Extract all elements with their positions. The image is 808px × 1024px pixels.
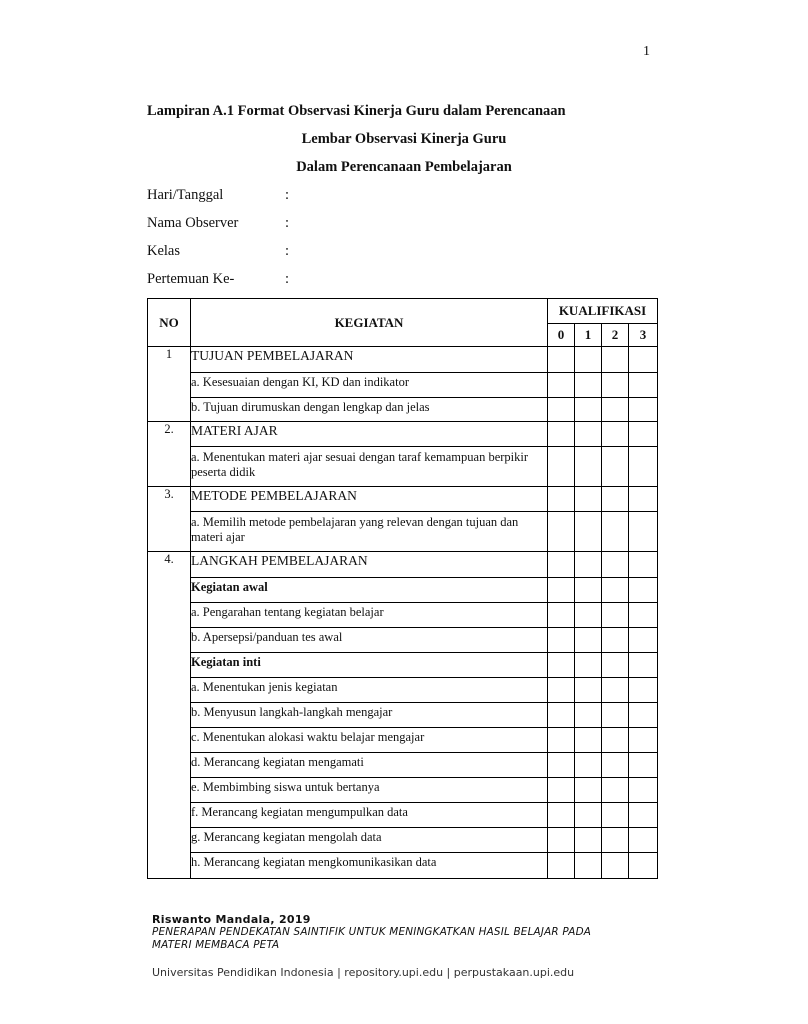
table-row [148,703,658,728]
score-cell[interactable] [575,603,602,628]
score-cell[interactable] [575,578,602,603]
activity-item: e. Membimbing siswa untuk bertanya [191,778,548,803]
score-cell[interactable] [629,398,658,422]
score-cell[interactable] [602,728,629,753]
score-cell[interactable] [629,853,658,879]
field-label: Kelas [147,243,181,259]
table-row [148,487,658,512]
score-cell[interactable] [629,447,658,487]
score-cell[interactable] [629,728,658,753]
score-cell[interactable] [602,803,629,828]
score-cell[interactable] [575,853,602,879]
section-title: METODE PEMBELAJARAN [191,487,548,512]
activity-item: a. Menentukan materi ajar sesuai dengan taraf kemampuan berpikir peserta didik [191,447,548,487]
footer-thesis-title: PENERAPAN PENDEKATAN SAINTIFIK UNTUK MENINGKATKAN HASIL BELAJAR PADA MATERI MEMBACA PETA [152,926,592,951]
score-cell[interactable] [548,552,575,578]
score-cell[interactable] [548,803,575,828]
table-row [148,373,658,398]
score-header-2: 2 [602,324,629,347]
table-row [148,853,658,879]
footer-author: Riswanto Mandala, 2019 [152,913,311,926]
table-row [148,603,658,628]
activity-item: b. Apersepsi/panduan tes awal [191,628,548,653]
table-row [148,728,658,753]
section-number: 4. [148,552,191,879]
score-cell[interactable] [602,578,629,603]
score-cell[interactable] [629,422,658,447]
table-row [148,422,658,447]
appendix-caption: Lampiran A.1 Format Observasi Kinerja Guru dalam Perencanaan [147,103,566,119]
table-row [148,653,658,678]
score-cell[interactable] [629,347,658,373]
activity-item: a. Pengarahan tentang kegiatan belajar [191,603,548,628]
score-cell[interactable] [548,447,575,487]
section-number: 1 [148,347,191,422]
table-row [148,578,658,603]
score-cell[interactable] [548,828,575,853]
field-nama-observer [147,215,289,232]
activity-subheading: Kegiatan awal [191,578,548,603]
score-cell[interactable] [548,603,575,628]
score-cell[interactable] [602,603,629,628]
score-cell[interactable] [629,678,658,703]
score-cell[interactable] [602,347,629,373]
score-cell[interactable] [602,653,629,678]
footer-university-line [152,966,602,969]
score-cell[interactable] [548,628,575,653]
field-separator: : [285,187,290,203]
activity-item: f. Merancang kegiatan mengumpulkan data [191,803,548,828]
table-row [148,552,658,578]
score-cell[interactable] [575,398,602,422]
activity-item: b. Tujuan dirumuskan dengan lengkap dan jelas [191,398,548,422]
score-cell[interactable] [602,373,629,398]
activity-item: a. Memilih metode pembelajaran yang relevan dengan tujuan dan materi ajar [191,512,548,552]
score-cell[interactable] [602,753,629,778]
observation-table [147,298,658,879]
score-cell[interactable] [548,578,575,603]
score-cell[interactable] [575,778,602,803]
page-footer [152,913,612,952]
field-hari-tanggal [147,187,289,204]
activity-item: b. Menyusun langkah-langkah mengajar [191,703,548,728]
field-separator: : [285,215,290,231]
field-kelas [147,243,289,260]
score-cell[interactable] [629,753,658,778]
score-cell[interactable] [602,828,629,853]
score-header-1: 1 [575,324,602,347]
score-cell[interactable] [575,653,602,678]
score-cell[interactable] [629,778,658,803]
activity-item: h. Merancang kegiatan mengkomunikasikan data [191,853,548,879]
field-label: Pertemuan Ke- [147,271,235,287]
score-cell[interactable] [575,552,602,578]
score-cell[interactable] [629,653,658,678]
score-cell[interactable] [575,703,602,728]
score-cell[interactable] [575,487,602,512]
score-cell[interactable] [602,678,629,703]
table-row [148,803,658,828]
score-cell[interactable] [575,347,602,373]
score-cell[interactable] [548,347,575,373]
score-cell[interactable] [575,628,602,653]
score-cell[interactable] [629,552,658,578]
score-cell[interactable] [548,753,575,778]
score-header-0: 0 [548,324,575,347]
score-cell[interactable] [548,422,575,447]
section-title: MATERI AJAR [191,422,548,447]
score-cell[interactable] [602,487,629,512]
score-cell[interactable] [629,578,658,603]
score-cell[interactable] [575,803,602,828]
score-cell[interactable] [548,487,575,512]
score-cell[interactable] [629,828,658,853]
score-cell[interactable] [575,753,602,778]
table-row [148,398,658,422]
score-cell[interactable] [602,398,629,422]
field-separator: : [285,271,290,287]
score-cell[interactable] [602,778,629,803]
table-row [148,678,658,703]
sheet-title-line-2: Dalam Perencanaan Pembelajaran [296,159,512,175]
section-title: LANGKAH PEMBELAJARAN [191,552,548,578]
score-cell[interactable] [629,487,658,512]
header-kegiatan: KEGIATAN [191,299,548,347]
activity-item: a. Kesesuaian dengan KI, KD dan indikator [191,373,548,398]
score-cell[interactable] [629,512,658,552]
score-cell[interactable] [548,728,575,753]
table-row [148,512,658,552]
score-cell[interactable] [548,778,575,803]
score-cell[interactable] [548,653,575,678]
score-cell[interactable] [548,373,575,398]
score-cell[interactable] [602,512,629,552]
section-title: TUJUAN PEMBELAJARAN [191,347,548,373]
activity-item: a. Menentukan jenis kegiatan [191,678,548,703]
table-row [148,753,658,778]
header-kualifikasi: KUALIFIKASI [548,299,658,324]
score-cell[interactable] [548,512,575,552]
table-row [148,447,658,487]
table-body [148,347,658,879]
score-cell[interactable] [575,728,602,753]
activity-item: g. Merancang kegiatan mengolah data [191,828,548,853]
score-cell[interactable] [575,828,602,853]
score-cell[interactable] [575,512,602,552]
table-row [148,828,658,853]
page-number: 1 [643,44,650,59]
score-cell[interactable] [629,373,658,398]
score-cell[interactable] [629,803,658,828]
score-cell[interactable] [602,422,629,447]
activity-item: d. Merancang kegiatan mengamati [191,753,548,778]
score-header-3: 3 [629,324,658,347]
score-cell[interactable] [575,373,602,398]
score-cell[interactable] [602,552,629,578]
score-cell[interactable] [602,447,629,487]
field-label: Nama Observer [147,215,239,231]
activity-subheading: Kegiatan inti [191,653,548,678]
score-cell[interactable] [548,678,575,703]
table-row [148,628,658,653]
score-cell[interactable] [602,853,629,879]
score-cell[interactable] [548,398,575,422]
section-number: 3. [148,487,191,552]
header-no: NO [148,299,191,347]
score-cell[interactable] [602,703,629,728]
score-cell[interactable] [575,678,602,703]
score-cell[interactable] [629,703,658,728]
field-label: Hari/Tanggal [147,187,224,203]
score-cell[interactable] [548,853,575,879]
table-row [148,778,658,803]
score-cell[interactable] [548,703,575,728]
score-cell[interactable] [602,628,629,653]
activity-item: c. Menentukan alokasi waktu belajar mengajar [191,728,548,753]
table-row [148,347,658,373]
score-cell[interactable] [629,628,658,653]
score-cell[interactable] [629,603,658,628]
section-number: 2. [148,422,191,487]
score-cell[interactable] [575,422,602,447]
score-cell[interactable] [575,447,602,487]
field-separator: : [285,243,290,259]
sheet-title-line-1: Lembar Observasi Kinerja Guru [301,131,507,147]
field-pertemuan [147,271,289,288]
